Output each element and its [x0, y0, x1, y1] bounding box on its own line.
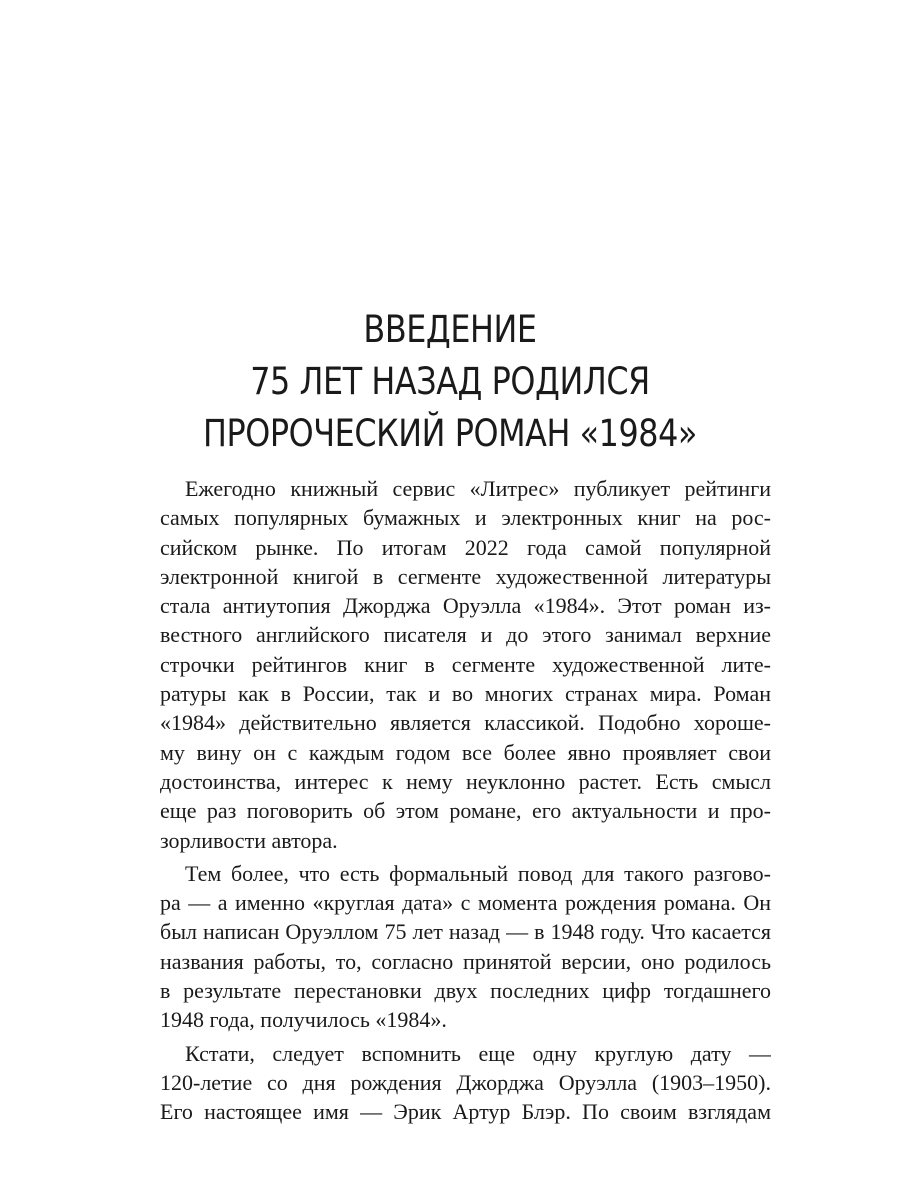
heading-line-2: 75 ЛЕТ НАЗАД РОДИЛСЯ	[250, 360, 650, 403]
paragraph-1	[160, 474, 771, 855]
text-line: сийском рынке. По итогам 2022 года самой популярной	[160, 534, 771, 560]
text-line: ра — а именно «круглая дата» с момента рождения романа. Он	[160, 890, 771, 916]
paragraph-3	[160, 1039, 771, 1127]
body-text	[160, 474, 771, 1127]
text-line: стала антиутопия Джорджа Оруэлла «1984». Этот роман из-	[160, 593, 771, 619]
text-line: был написан Оруэллом 75 лет назад — в 1948 году. Что касается	[160, 919, 771, 945]
text-line: электронной книгой в сегменте художественной литературы	[160, 563, 771, 589]
text-line: ратуры как в России, так и во многих странах мира. Роман	[160, 681, 771, 707]
text-line: самых популярных бумажных и электронных книг на рос-	[160, 505, 771, 531]
text-line: Кстати, следует вспомнить еще одну круглую дату —	[185, 1040, 771, 1066]
text-line: достоинства, интерес к нему неуклонно растет. Есть смысл	[160, 768, 771, 794]
heading-line-3: ПРОРОЧЕСКИЙ РОМАН «1984»	[203, 412, 697, 455]
text-line: Ежегодно книжный сервис «Литрес» публикует рейтинги	[185, 476, 771, 501]
paragraph-2	[160, 859, 771, 1035]
text-line: вестного английского писателя и до этого занимал верхние	[160, 622, 771, 648]
text-line: в результате перестановки двух последних цифр тогдашнего	[160, 978, 771, 1004]
text-line: зорливости автора.	[160, 827, 338, 853]
text-line: еще раз поговорить об этом романе, его актуальности и про-	[160, 798, 771, 824]
text-line: «1984» действительно является классикой. Подобно хороше-	[160, 710, 771, 736]
text-line: названия работы, то, согласно принятой версии, оно родилось	[160, 948, 771, 974]
text-line: Тем более, что есть формальный повод для такого разгово-	[185, 860, 771, 886]
chapter-heading	[63, 304, 837, 460]
text-line: 120-летие со дня рождения Джорджа Оруэлла (1903–1950).	[160, 1069, 771, 1095]
text-line: му вину он с каждым годом все более явно проявляет свои	[160, 739, 771, 765]
text-line: Его настоящее имя — Эрик Артур Блэр. По своим взглядам	[160, 1099, 771, 1125]
text-line: строчки рейтингов книг в сегменте художественной лите-	[160, 651, 771, 677]
text-line: 1948 года, получилось «1984».	[160, 1007, 447, 1033]
heading-line-1: ВВЕДЕНИЕ	[363, 308, 537, 351]
